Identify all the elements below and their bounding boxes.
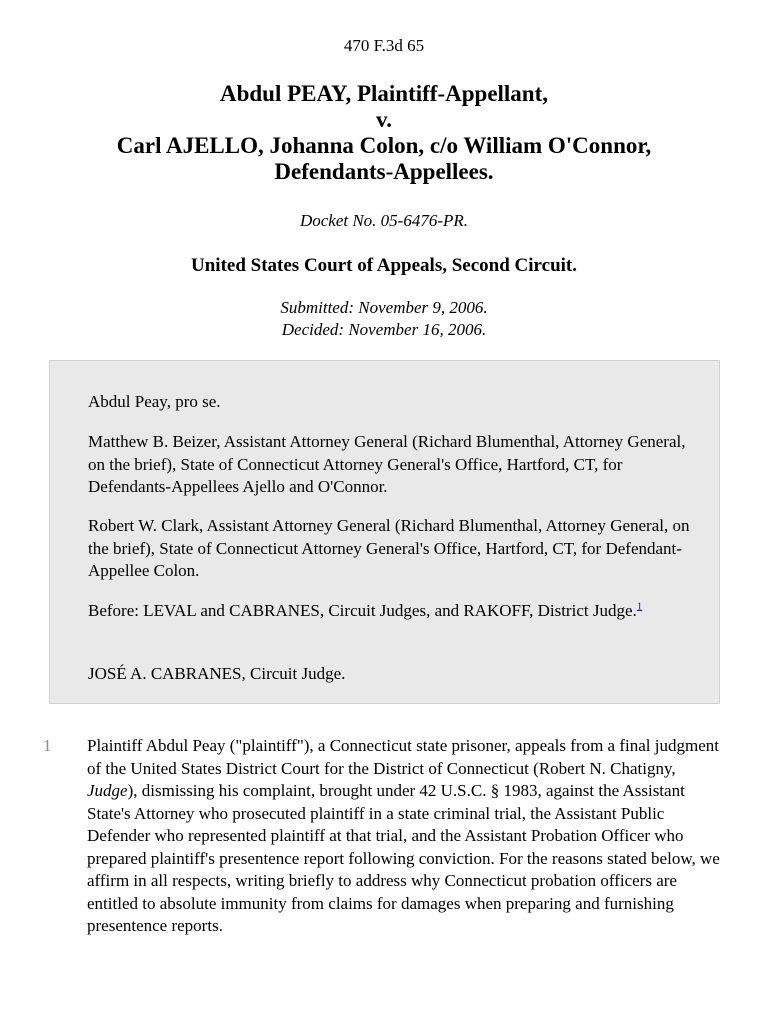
opinion-paragraph bbox=[87, 735, 727, 938]
panel-judges-text: Before: LEVAL and CABRANES, Circuit Judges, and RAKOFF, District Judge. bbox=[88, 601, 637, 620]
submitted-date: Submitted: November 9, 2006. bbox=[280, 298, 488, 317]
judge-title: Judge bbox=[87, 781, 128, 800]
counsel-box bbox=[49, 360, 720, 704]
panel-judges bbox=[88, 600, 698, 623]
paragraph-text-start: Plaintiff Abdul Peay ("plaintiff"), a Connecticut state prisoner, appeals from a final judgment of the United States District Court for the District of Connecticut (Robert N. Chatigny, bbox=[87, 736, 719, 778]
defendants-line: Carl AJELLO, Johanna Colon, c/o William O'Connor, bbox=[116, 133, 652, 158]
defendants-role-line: Defendants-Appellees. bbox=[274, 159, 494, 184]
versus-line: v. bbox=[376, 107, 392, 132]
opinion-author: JOSÉ A. CABRANES, Circuit Judge. bbox=[88, 664, 346, 683]
paragraph-number: 1 bbox=[43, 736, 52, 755]
case-dates bbox=[0, 297, 768, 341]
court-name: United States Court of Appeals, Second Circuit. bbox=[191, 255, 577, 276]
counsel-appellees-ajello: Matthew B. Beizer, Assistant Attorney General (Richard Blumenthal, Attorney General, on the brief), State of Connecticut Attorney General's Office, Hartford, CT, for Defendants-Appellees Ajello and O'Connor. bbox=[88, 432, 686, 496]
footnote-link[interactable]: 1 bbox=[636, 600, 643, 613]
counsel-pro-se: Abdul Peay, pro se. bbox=[88, 392, 221, 411]
docket-number: Docket No. 05-6476-PR. bbox=[299, 211, 469, 230]
plaintiff-line: Abdul PEAY, Plaintiff-Appellant, bbox=[219, 81, 549, 106]
case-caption bbox=[0, 81, 768, 185]
case-citation: 470 F.3d 65 bbox=[343, 36, 425, 55]
counsel-appellee-colon: Robert W. Clark, Assistant Attorney General (Richard Blumenthal, Attorney General, on the brief), State of Connecticut Attorney General's Office, Hartford, CT, for Defendant-Appellee Colon. bbox=[88, 516, 690, 580]
paragraph-text-end: ), dismissing his complaint, brought under 42 U.S.C. § 1983, against the Assistant State's Attorney who prosecuted plaintiff in a state criminal trial, the Assistant Public Defender who represented plaintiff at that trial, and the Assistant Probation Officer who prepared plaintiff's presentence report following conviction. For the reasons stated below, we affirm in all respects, writing briefly to address why Connecticut probation officers are entitled to absolute immunity from claims for damages when preparing and furnishing presentence reports. bbox=[87, 781, 720, 935]
decided-date: Decided: November 16, 2006. bbox=[281, 320, 487, 339]
